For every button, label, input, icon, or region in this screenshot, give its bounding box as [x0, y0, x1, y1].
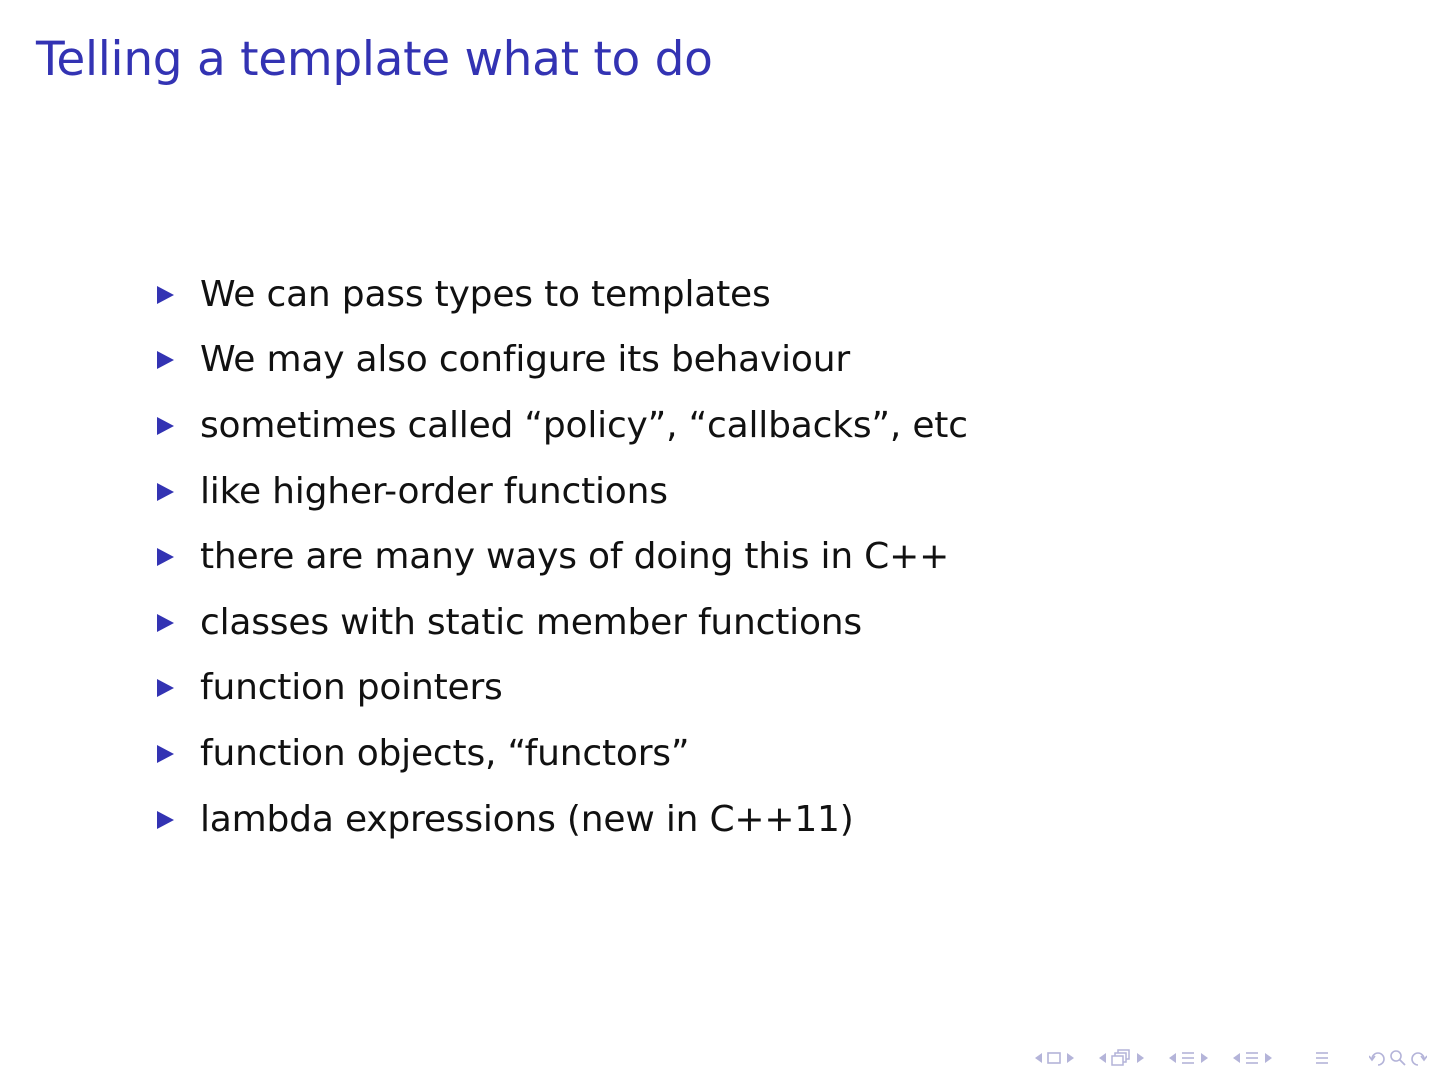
subsection-icon[interactable]	[1110, 1047, 1132, 1069]
triangle-bullet-icon	[157, 811, 174, 829]
nav-prev-icon[interactable]	[1094, 1047, 1110, 1069]
nav-prev-icon[interactable]	[1164, 1047, 1180, 1069]
bullet-text: classes with static member functions	[200, 601, 862, 643]
bullet-text: function objects, “functors”	[200, 732, 690, 774]
nav-document-group	[1314, 1047, 1330, 1069]
bullet-text: lambda expressions (new in C++11)	[200, 798, 854, 840]
slide-frame-icon[interactable]	[1046, 1047, 1062, 1069]
list-item	[157, 459, 968, 525]
subsection-list-icon[interactable]	[1244, 1047, 1260, 1069]
list-item	[157, 262, 968, 328]
triangle-bullet-icon	[157, 745, 174, 763]
nav-next-icon[interactable]	[1260, 1047, 1276, 1069]
nav-slide-group	[1030, 1047, 1078, 1069]
nav-prev-icon[interactable]	[1030, 1047, 1046, 1069]
nav-next-icon[interactable]	[1062, 1047, 1078, 1069]
align-icon[interactable]	[1314, 1047, 1330, 1069]
bullet-text: there are many ways of doing this in C++	[200, 536, 950, 578]
triangle-bullet-icon	[157, 483, 174, 501]
bullet-text: sometimes called “policy”, “callbacks”, etc	[200, 404, 968, 446]
list-item	[157, 721, 968, 787]
nav-search-group	[1368, 1047, 1428, 1069]
nav-section-group	[1228, 1047, 1276, 1069]
nav-subsection-group	[1164, 1047, 1212, 1069]
slide-title: Telling a template what to do	[36, 32, 713, 87]
triangle-bullet-icon	[157, 614, 174, 632]
nav-next-icon[interactable]	[1196, 1047, 1212, 1069]
list-item	[157, 590, 968, 656]
redo-icon[interactable]	[1408, 1047, 1428, 1069]
triangle-bullet-icon	[157, 351, 174, 369]
triangle-bullet-icon	[157, 286, 174, 304]
nav-prev-icon[interactable]	[1228, 1047, 1244, 1069]
bullet-list	[157, 262, 968, 852]
bullet-text: We may also configure its behaviour	[200, 339, 850, 381]
triangle-bullet-icon	[157, 679, 174, 697]
bullet-text: like higher-order functions	[200, 470, 668, 512]
list-item	[157, 328, 968, 394]
triangle-bullet-icon	[157, 417, 174, 435]
nav-frame-group	[1094, 1047, 1148, 1069]
undo-icon[interactable]	[1368, 1047, 1388, 1069]
list-item	[157, 393, 968, 459]
section-icon[interactable]	[1180, 1047, 1196, 1069]
list-item	[157, 656, 968, 722]
triangle-bullet-icon	[157, 548, 174, 566]
navigation-bar	[1014, 1046, 1428, 1070]
bullet-text: function pointers	[200, 667, 503, 709]
list-item	[157, 524, 968, 590]
nav-next-icon[interactable]	[1132, 1047, 1148, 1069]
bullet-text: We can pass types to templates	[200, 273, 771, 315]
list-item	[157, 787, 968, 853]
search-icon[interactable]	[1388, 1047, 1408, 1069]
